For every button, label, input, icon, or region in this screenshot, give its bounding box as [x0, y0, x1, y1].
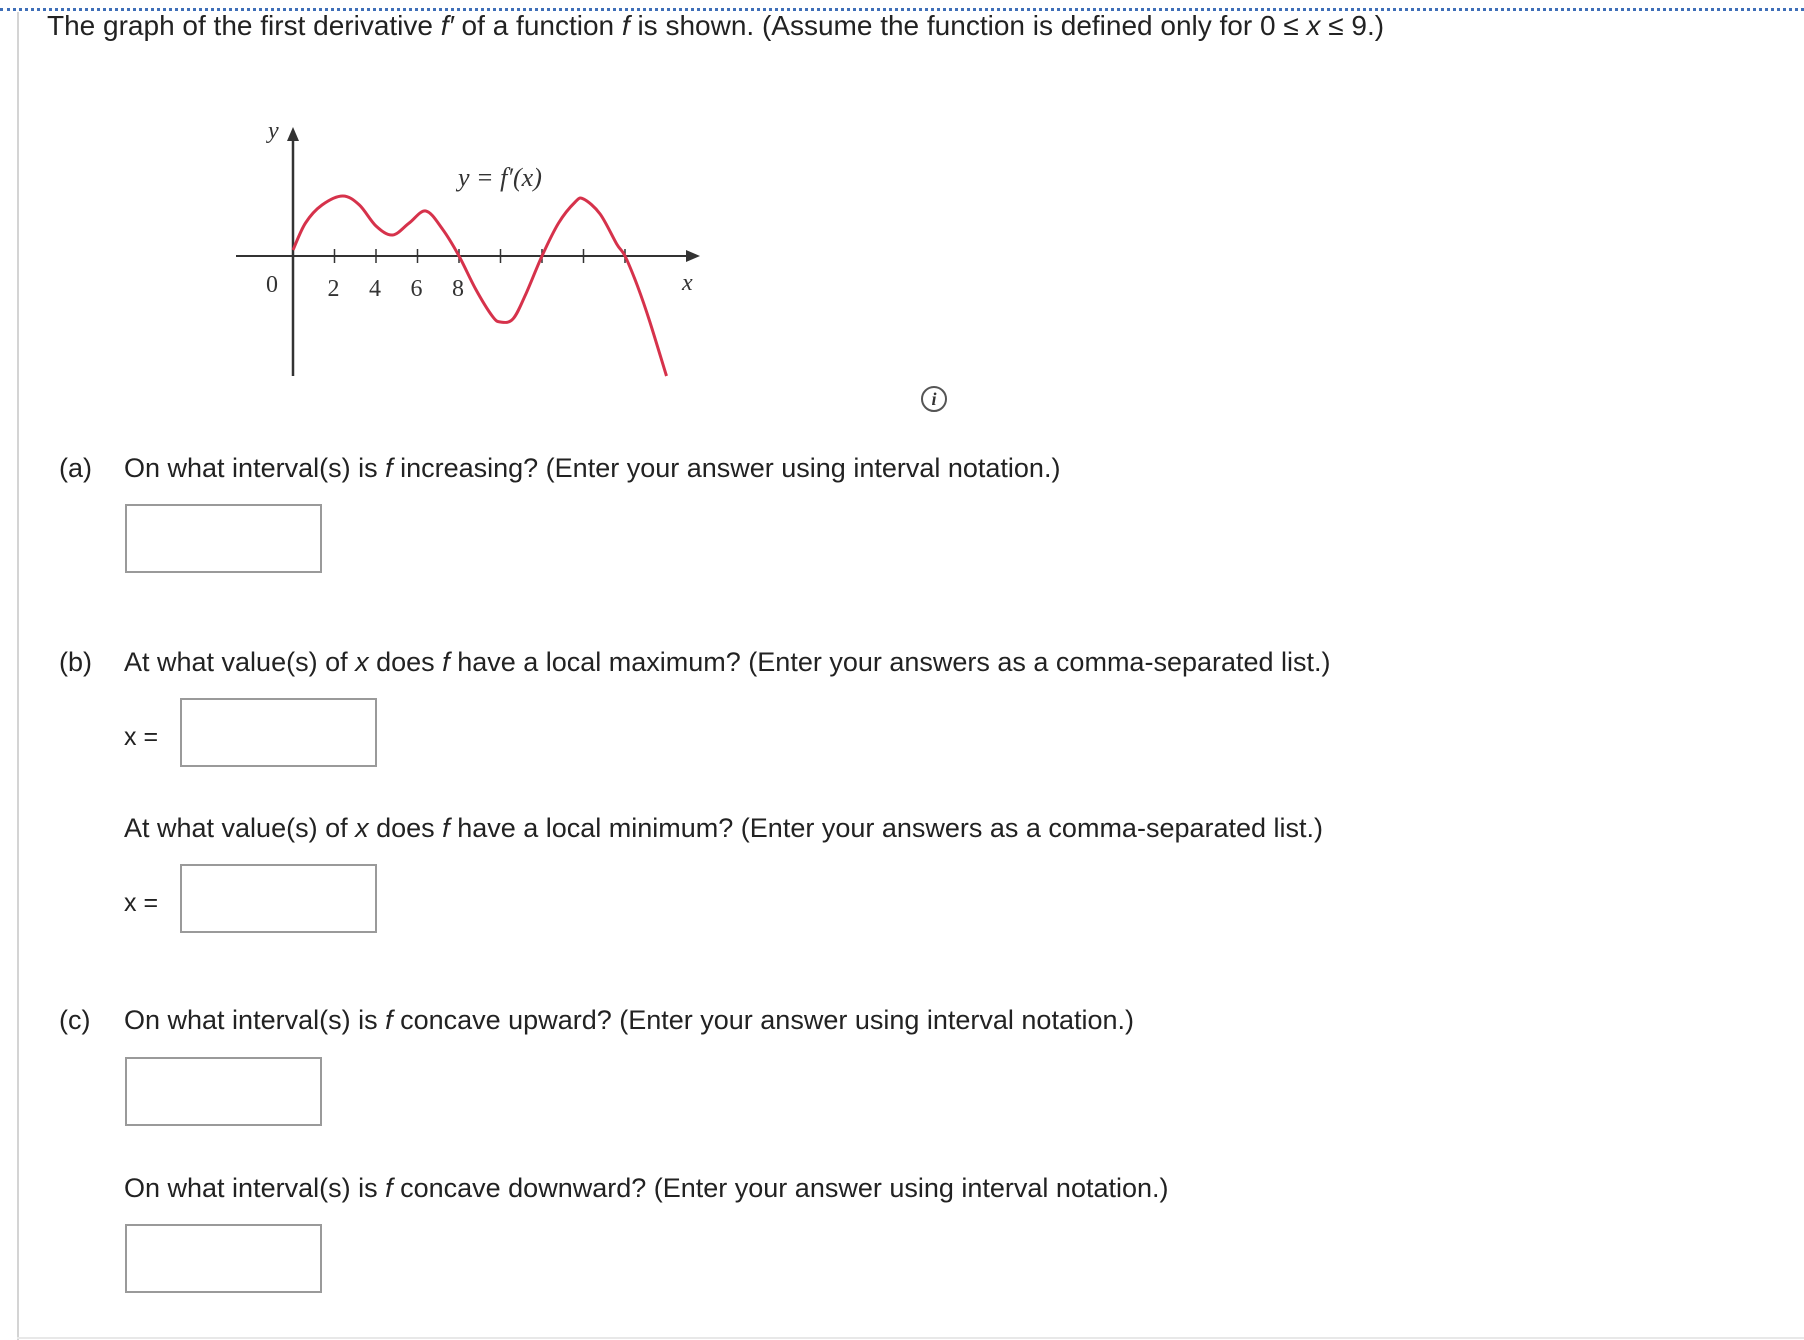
- intro-text: is shown. (Assume the function is defined only for 0 ≤: [629, 10, 1307, 41]
- x-tick-label: 8: [452, 276, 464, 302]
- question-text: On what interval(s) is: [124, 1005, 386, 1035]
- question-text: have a local minimum? (Enter your answers as a comma-separated list.): [449, 813, 1324, 843]
- concave-up-input[interactable]: [125, 1057, 322, 1126]
- question-text: On what interval(s) is: [124, 1173, 386, 1203]
- increasing-interval-input[interactable]: [125, 504, 322, 573]
- local-min-prefix: x =: [124, 889, 159, 917]
- derivative-curve: [293, 196, 667, 376]
- y-axis-arrow: [287, 127, 299, 141]
- intro-x: x: [1306, 10, 1321, 41]
- question-text: concave downward? (Enter your answer using interval notation.): [392, 1173, 1169, 1203]
- part-c-label: (c): [59, 1005, 91, 1035]
- part-b-label: (b): [59, 647, 92, 677]
- intro-text: The graph of the first derivative: [47, 10, 441, 41]
- y-axis-label: y: [268, 118, 279, 144]
- local-max-question: [124, 645, 1331, 679]
- x-tick-label: 2: [327, 276, 340, 302]
- bottom-border: [17, 1337, 1804, 1339]
- question-text: increasing? (Enter your answer using interval notation.): [392, 453, 1061, 483]
- concave-up-question: [124, 1003, 1134, 1037]
- intro-fprime: f′: [440, 10, 454, 41]
- question-text: concave upward? (Enter your answer using interval notation.): [392, 1005, 1134, 1035]
- question-text: have a local maximum? (Enter your answers as a comma-separated list.): [449, 647, 1331, 677]
- concave-down-input[interactable]: [125, 1224, 322, 1293]
- question-x: x: [355, 647, 369, 677]
- local-max-input[interactable]: [180, 698, 377, 767]
- question-f: f: [442, 647, 450, 677]
- concave-down-question: [124, 1171, 1169, 1205]
- question-f: f: [385, 1005, 393, 1035]
- local-min-input[interactable]: [180, 864, 377, 933]
- question-f: f: [385, 453, 393, 483]
- derivative-graph: [220, 118, 720, 380]
- question-text: does: [368, 813, 443, 843]
- intro-text: of a function: [453, 10, 622, 41]
- question-text: does: [368, 647, 443, 677]
- curve-label: y = f′(x): [458, 163, 542, 192]
- question-intro: [47, 8, 1384, 44]
- left-border: [17, 12, 19, 1340]
- question-x: x: [355, 813, 369, 843]
- x-axis-label: x: [682, 270, 693, 296]
- intro-text: ≤ 9.): [1320, 10, 1385, 41]
- x-axis-arrow: [686, 250, 700, 262]
- origin-label: 0: [266, 272, 278, 298]
- intro-f: f: [621, 10, 630, 41]
- question-f: f: [442, 813, 450, 843]
- question-text: On what interval(s) is: [124, 453, 386, 483]
- x-tick-label: 4: [369, 276, 381, 302]
- x-tick-label: 6: [410, 276, 423, 302]
- question-text: At what value(s) of: [124, 647, 356, 677]
- part-a-question: [124, 451, 1060, 485]
- question-text: At what value(s) of: [124, 813, 356, 843]
- local-max-prefix: x =: [124, 723, 159, 751]
- local-min-question: [124, 811, 1323, 845]
- part-a-label: (a): [59, 453, 92, 483]
- info-icon[interactable]: i: [921, 386, 947, 412]
- question-f: f: [385, 1173, 393, 1203]
